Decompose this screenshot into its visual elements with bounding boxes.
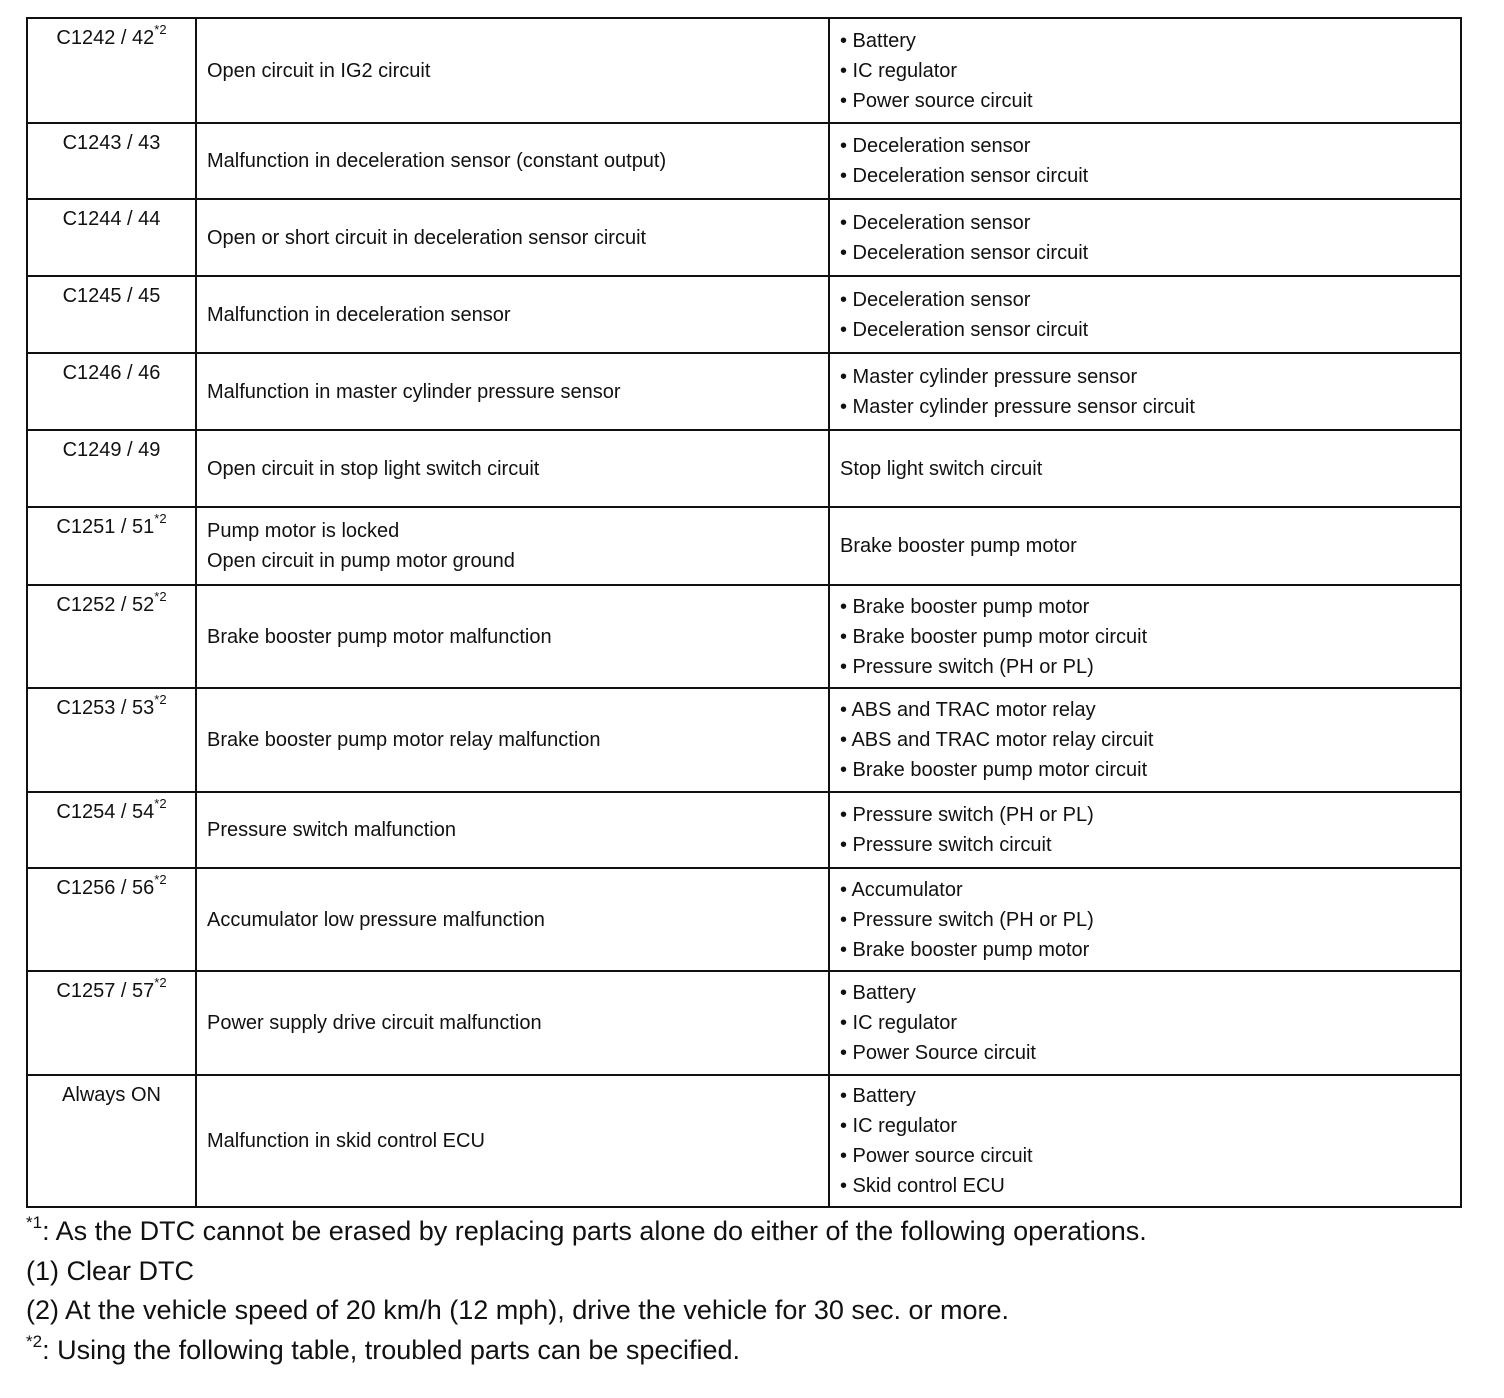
detection-item-cell xyxy=(196,1075,829,1207)
footnote-text: : As the DTC cannot be erased by replacing parts alone do either of the following operations. xyxy=(42,1216,1147,1246)
dtc-code: C1252 / 52 xyxy=(56,594,155,616)
dtc-code: C1254 / 54 xyxy=(56,801,155,823)
dtc-code: C1251 / 51 xyxy=(56,516,155,538)
trouble-area-item: Stop light switch circuit xyxy=(840,457,1043,480)
table-row xyxy=(27,868,1461,971)
trouble-area-cell xyxy=(829,276,1461,353)
trouble-area-item: • Pressure switch circuit xyxy=(840,834,1052,856)
table-row xyxy=(27,430,1461,507)
table-row xyxy=(27,18,1461,123)
trouble-area-item: • Pressure switch (PH or PL) xyxy=(840,908,1094,931)
dtc-code: C1253 / 53 xyxy=(56,697,155,719)
table-row xyxy=(27,971,1461,1075)
table-row xyxy=(27,507,1461,585)
detection-item-cell xyxy=(196,792,829,868)
dtc-code-cell xyxy=(27,353,196,430)
trouble-area-cell xyxy=(829,971,1461,1075)
detection-item-cell xyxy=(196,276,829,353)
table-row xyxy=(27,199,1461,276)
trouble-area-item: • Pressure switch (PH or PL) xyxy=(840,804,1094,826)
trouble-area-item: • Brake booster pump motor xyxy=(840,938,1090,961)
trouble-area-item: • Deceleration sensor xyxy=(840,211,1031,234)
trouble-area-item: • ABS and TRAC motor relay xyxy=(840,699,1096,721)
detection-item-cell xyxy=(196,123,829,199)
dtc-code: C1242 / 42 xyxy=(56,27,155,49)
detection-item-text: Open circuit in stop light switch circuit xyxy=(207,457,540,480)
trouble-area-item: • Deceleration sensor circuit xyxy=(840,165,1089,187)
trouble-area-item: • Battery xyxy=(840,982,916,1004)
footnote-line xyxy=(26,1212,1147,1252)
dtc-code: C1256 / 56 xyxy=(56,877,155,899)
table-row xyxy=(27,688,1461,792)
footnote-mark: *2 xyxy=(154,22,167,38)
table-row xyxy=(27,585,1461,688)
trouble-area-item: • Deceleration sensor circuit xyxy=(840,241,1089,264)
footnote-mark: *2 xyxy=(154,872,167,888)
footnote-line xyxy=(26,1331,1147,1371)
detection-item-cell xyxy=(196,199,829,276)
trouble-area-cell xyxy=(829,792,1461,868)
trouble-area-cell xyxy=(829,868,1461,971)
trouble-area-item: • Master cylinder pressure sensor xyxy=(840,365,1138,388)
dtc-code-cell xyxy=(27,18,196,123)
dtc-code-cell xyxy=(27,123,196,199)
trouble-area-cell xyxy=(829,353,1461,430)
detection-item-cell xyxy=(196,353,829,430)
detection-item-cell xyxy=(196,507,829,585)
dtc-code-cell xyxy=(27,971,196,1075)
detection-item-text: Open circuit in IG2 circuit xyxy=(207,59,431,82)
trouble-area-item: • Accumulator xyxy=(840,878,963,901)
footnote-mark: *2 xyxy=(26,1331,43,1351)
dtc-table xyxy=(26,17,1462,1208)
detection-item-text: Brake booster pump motor malfunction xyxy=(207,625,552,648)
footnote-text: (1) Clear DTC xyxy=(26,1255,195,1286)
detection-item-cell xyxy=(196,585,829,688)
trouble-area-item: • Power source circuit xyxy=(840,89,1033,112)
detection-item-cell xyxy=(196,868,829,971)
footnote-mark: *2 xyxy=(154,796,167,812)
dtc-code: C1243 / 43 xyxy=(62,132,161,154)
dtc-code-cell xyxy=(27,199,196,276)
dtc-code-cell xyxy=(27,507,196,585)
table-row xyxy=(27,353,1461,430)
trouble-area-item: • Deceleration sensor xyxy=(840,288,1031,311)
trouble-area-item: • IC regulator xyxy=(840,1012,958,1034)
dtc-table-body xyxy=(27,18,1461,1207)
trouble-area-item: • IC regulator xyxy=(840,1115,958,1137)
trouble-area-cell xyxy=(829,123,1461,199)
dtc-code: Always ON xyxy=(62,1084,161,1106)
footnote-text: (2) At the vehicle speed of 20 km/h (12 mph), drive the vehicle for 30 sec. or more. xyxy=(26,1295,1009,1325)
dtc-code: C1257 / 57 xyxy=(56,980,155,1002)
footnote-line xyxy=(26,1252,1147,1292)
trouble-area-cell xyxy=(829,585,1461,688)
detection-item-cell xyxy=(196,430,829,507)
trouble-area-cell xyxy=(829,430,1461,507)
trouble-area-item: • Power Source circuit xyxy=(840,1042,1036,1064)
detection-item-text: Open or short circuit in deceleration sensor circuit xyxy=(207,226,647,249)
detection-item-cell xyxy=(196,688,829,792)
trouble-area-item: • IC regulator xyxy=(840,59,958,82)
trouble-area-item: • Power source circuit xyxy=(840,1145,1033,1167)
detection-item-text: Malfunction in deceleration sensor xyxy=(207,303,511,326)
dtc-code-cell xyxy=(27,792,196,868)
footnote-line xyxy=(26,1291,1147,1331)
detection-item-text: Pump motor is locked xyxy=(207,520,400,542)
trouble-area-item: • Pressure switch (PH or PL) xyxy=(840,655,1094,678)
trouble-area-item: • Battery xyxy=(840,29,916,52)
trouble-area-cell xyxy=(829,507,1461,585)
footnote-mark: *2 xyxy=(154,511,167,527)
table-row xyxy=(27,276,1461,353)
trouble-area-item: • Battery xyxy=(840,1085,916,1107)
detection-item-text: Pressure switch malfunction xyxy=(207,819,456,841)
table-row xyxy=(27,792,1461,868)
footnote-mark: *2 xyxy=(154,975,167,991)
table-row xyxy=(27,1075,1461,1207)
footnote-mark: *1 xyxy=(26,1213,43,1232)
trouble-area-cell xyxy=(829,688,1461,792)
detection-item-cell xyxy=(196,18,829,123)
dtc-code-cell xyxy=(27,276,196,353)
table-row xyxy=(27,123,1461,199)
detection-item-text: Malfunction in deceleration sensor (constant output) xyxy=(207,150,667,172)
detection-item-text: Brake booster pump motor relay malfunction xyxy=(207,729,601,751)
detection-item-cell xyxy=(196,971,829,1075)
footnote-mark: *2 xyxy=(154,589,167,605)
dtc-code: C1245 / 45 xyxy=(62,285,161,307)
detection-item-text: Power supply drive circuit malfunction xyxy=(207,1012,542,1034)
trouble-area-item: • Brake booster pump motor circuit xyxy=(840,759,1148,781)
detection-item-text: Accumulator low pressure malfunction xyxy=(207,908,545,931)
trouble-area-item: • Master cylinder pressure sensor circuit xyxy=(840,395,1195,418)
dtc-code: C1246 / 46 xyxy=(62,362,161,384)
footnotes xyxy=(26,1212,1147,1370)
footnote-mark: *2 xyxy=(154,692,167,708)
dtc-code: C1244 / 44 xyxy=(62,208,161,230)
footnote-text: : Using the following table, troubled parts can be specified. xyxy=(42,1334,740,1365)
trouble-area-item: • Deceleration sensor circuit xyxy=(840,318,1089,341)
trouble-area-item: • Skid control ECU xyxy=(840,1175,1005,1197)
trouble-area-cell xyxy=(829,18,1461,123)
dtc-code-cell xyxy=(27,430,196,507)
trouble-area-cell xyxy=(829,1075,1461,1207)
dtc-code-cell xyxy=(27,688,196,792)
trouble-area-item: • Brake booster pump motor circuit xyxy=(840,625,1148,648)
trouble-area-item: • Deceleration sensor xyxy=(840,135,1031,157)
detection-item-text: Malfunction in master cylinder pressure sensor xyxy=(207,380,621,403)
detection-item-text: Malfunction in skid control ECU xyxy=(207,1130,485,1152)
detection-item-text: Open circuit in pump motor ground xyxy=(207,550,515,572)
dtc-code-cell xyxy=(27,1075,196,1207)
dtc-code: C1249 / 49 xyxy=(62,439,161,461)
dtc-code-cell xyxy=(27,868,196,971)
trouble-area-cell xyxy=(829,199,1461,276)
trouble-area-item: • Brake booster pump motor xyxy=(840,595,1090,618)
dtc-code-cell xyxy=(27,585,196,688)
trouble-area-item: Brake booster pump motor xyxy=(840,535,1077,557)
trouble-area-item: • ABS and TRAC motor relay circuit xyxy=(840,729,1154,751)
